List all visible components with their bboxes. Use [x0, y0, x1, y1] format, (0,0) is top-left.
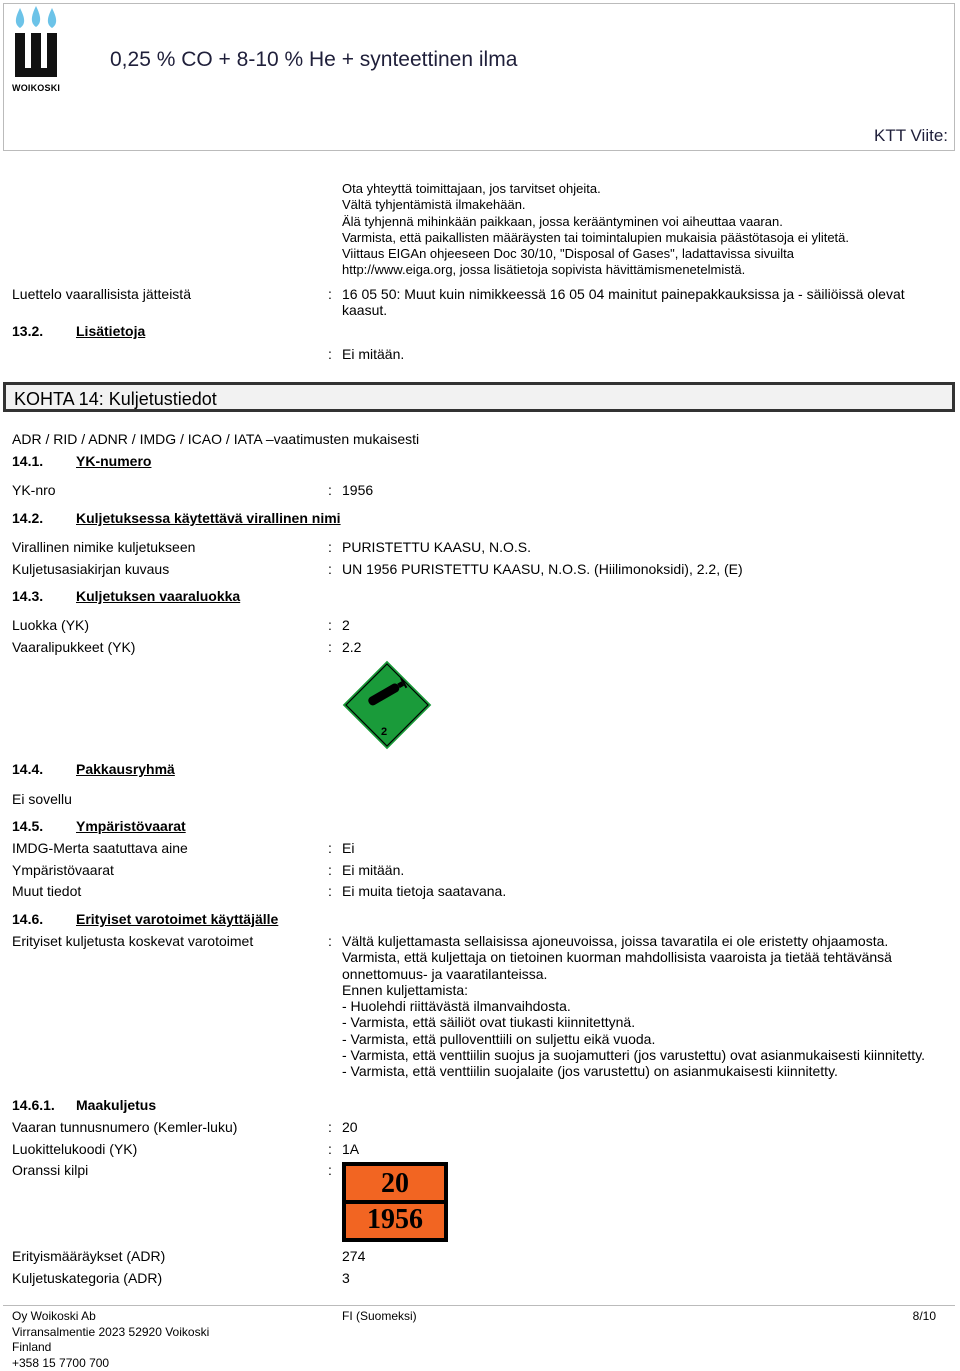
- footer-page-number: 8/10: [913, 1309, 936, 1325]
- subsection-title: YK-numero: [76, 453, 151, 469]
- waste-list-value: [342, 286, 905, 319]
- gas-cylinder-hazard-icon: [340, 658, 434, 752]
- special-provisions-label: Erityismääräykset (ADR): [12, 1248, 165, 1264]
- special-provisions-value: 274: [342, 1248, 365, 1264]
- subsection-14-3: [12, 588, 240, 604]
- un-number-value: 1956: [342, 482, 373, 498]
- colon: :: [328, 840, 332, 856]
- colon: :: [328, 1119, 332, 1135]
- subsection-title: Ympäristövaarat: [76, 818, 186, 834]
- disposal-line: Varmista, että paikallisten määräysten tai toimintalupien mukaisia päästötasoja ei ylitetä.: [342, 230, 849, 246]
- subsection-title: Erityiset varotoimet käyttäjälle: [76, 911, 278, 927]
- colon: :: [328, 933, 332, 949]
- footer-street: Virransalmentie 2023 52920 Voikoski: [12, 1325, 209, 1341]
- other-info-value: Ei muita tietoja saatavana.: [342, 883, 506, 899]
- disposal-line: Älä tyhjennä mihinkään paikkaan, jossa kerääntyminen voi aiheuttaa vaaran.: [342, 214, 849, 230]
- transport-doc-value: UN 1956 PURISTETTU KAASU, N.O.S. (Hiilimonoksidi), 2.2, (E): [342, 561, 743, 577]
- transport-category-value: 3: [342, 1270, 350, 1286]
- colon: :: [328, 539, 332, 555]
- packing-group-value: Ei sovellu: [12, 791, 72, 807]
- subsection-14-1: [12, 453, 151, 469]
- subsection-title: Lisätietoja: [76, 323, 145, 339]
- transport-doc-label: Kuljetusasiakirjan kuvaus: [12, 561, 169, 577]
- subsection-14-4: [12, 761, 175, 777]
- colon: :: [328, 346, 332, 362]
- precaution-line: Ennen kuljettamista:: [342, 982, 925, 998]
- environment-label: Ympäristövaarat: [12, 862, 114, 878]
- classification-code-label: Luokittelukoodi (YK): [12, 1141, 137, 1157]
- official-name-label: Virallinen nimike kuljetukseen: [12, 539, 195, 555]
- subsection-title: Kuljetuksessa käytettävä virallinen nimi: [76, 510, 341, 526]
- disposal-text: [342, 181, 849, 279]
- colon: :: [328, 1141, 332, 1157]
- imdg-value: Ei: [342, 840, 354, 856]
- imdg-label: IMDG-Merta saatuttava aine: [12, 840, 188, 856]
- footer-company: Oy Woikoski Ab: [12, 1309, 209, 1325]
- footer-divider: [3, 1305, 955, 1306]
- subsection-13-2: [12, 323, 145, 339]
- logo-text: WOIKOSKI: [12, 83, 60, 93]
- disposal-line: http://www.eiga.org, jossa lisätietoja sopivista hävittämismenetelmistä.: [342, 262, 849, 278]
- waste-list-label: Luettelo vaarallisista jätteistä: [12, 286, 191, 302]
- hazard-class-number: 2: [381, 726, 387, 738]
- colon: :: [328, 883, 332, 899]
- hazard-labels-label: Vaaralipukkeet (YK): [12, 639, 135, 655]
- waste-list-line: kaasut.: [342, 302, 905, 318]
- subsection-number: 14.6.: [12, 911, 76, 927]
- footer-phone: +358 15 7700 700: [12, 1356, 209, 1371]
- waste-list-line: 16 05 50: Muut kuin nimikkeessä 16 05 04 mainitut painepakkauksissa ja - säiliöissä olevat: [342, 286, 905, 302]
- ktt-reference: KTT Viite:: [874, 126, 948, 146]
- subsection-number: 14.3.: [12, 588, 76, 604]
- colon: :: [328, 286, 332, 302]
- additional-info-value: Ei mitään.: [342, 346, 404, 362]
- class-label: Luokka (YK): [12, 617, 89, 633]
- colon: :: [328, 1162, 332, 1178]
- subsection-number: 14.6.1.: [12, 1097, 76, 1113]
- colon: :: [328, 639, 332, 655]
- disposal-line: Vältä tyhjentämistä ilmakehään.: [342, 197, 849, 213]
- precaution-line: Vältä kuljettamasta sellaisissa ajoneuvoissa, joissa tavaratila ei ole eristetty ohjaamosta.: [342, 933, 925, 949]
- classification-code-value: 1A: [342, 1141, 359, 1157]
- orange-plate-hazard-number: 20: [348, 1168, 442, 1200]
- footer-address: [12, 1309, 209, 1371]
- precaution-line: - Varmista, että venttiilin suojus ja suojamutteri (jos varustettu) ovat asianmukaisesti kiinnitetty.: [342, 1047, 925, 1063]
- subsection-14-6-1: [12, 1097, 156, 1113]
- subsection-number: 14.4.: [12, 761, 76, 777]
- subsection-number: 14.1.: [12, 453, 76, 469]
- precaution-line: - Huolehdi riittävästä ilmanvaihdosta.: [342, 998, 925, 1014]
- other-info-label: Muut tiedot: [12, 883, 81, 899]
- environment-value: Ei mitään.: [342, 862, 404, 878]
- official-name-value: PURISTETTU KAASU, N.O.S.: [342, 539, 531, 555]
- class-value: 2: [342, 617, 350, 633]
- orange-plate-un-number: 1956: [348, 1204, 442, 1236]
- precaution-line: - Varmista, että venttiilin suojalaite (jos varustettu) on asianmukaisesti kiinnitetty.: [342, 1063, 925, 1079]
- header-box: [3, 3, 955, 151]
- kemler-value: 20: [342, 1119, 358, 1135]
- precaution-line: - Varmista, että pulloventtiili on suljettu eikä vuoda.: [342, 1031, 925, 1047]
- subsection-14-6: [12, 911, 278, 927]
- precaution-line: onnettomuus- ja vaaratilanteissa.: [342, 966, 925, 982]
- transport-category-label: Kuljetuskategoria (ADR): [12, 1270, 162, 1286]
- kemler-label: Vaaran tunnusnumero (Kemler-luku): [12, 1119, 237, 1135]
- precautions-text: [342, 933, 925, 1080]
- regulations-intro: ADR / RID / ADNR / IMDG / ICAO / IATA –vaatimusten mukaisesti: [12, 431, 419, 447]
- orange-plate: [342, 1162, 448, 1242]
- precautions-label: Erityiset kuljetusta koskevat varotoimet: [12, 933, 253, 949]
- colon: :: [328, 862, 332, 878]
- colon: :: [328, 561, 332, 577]
- footer-country: Finland: [12, 1340, 209, 1356]
- footer-language: FI (Suomeksi): [342, 1309, 417, 1325]
- subsection-number: 14.2.: [12, 510, 76, 526]
- subsection-14-2: [12, 510, 341, 526]
- precaution-line: Varmista, että kuljettaja on tietoinen kuorman mahdollisista vaaroista ja tietää tehtävänsä: [342, 949, 925, 965]
- colon: :: [328, 482, 332, 498]
- subsection-title: Kuljetuksen vaaraluokka: [76, 588, 240, 604]
- section-14-heading: KOHTA 14: Kuljetustiedot: [3, 382, 955, 412]
- subsection-title: Maakuljetus: [76, 1097, 156, 1113]
- hazard-labels-value: 2.2: [342, 639, 361, 655]
- subsection-number: 14.5.: [12, 818, 76, 834]
- document-title: 0,25 % CO + 8-10 % He + synteettinen ilma: [110, 48, 517, 72]
- subsection-number: 13.2.: [12, 323, 76, 339]
- woikoski-logo: [12, 6, 64, 94]
- disposal-line: Viittaus EIGAn ohjeeseen Doc 30/10, "Disposal of Gases", ladattavissa sivuilta: [342, 246, 849, 262]
- colon: :: [328, 617, 332, 633]
- orange-plate-label: Oranssi kilpi: [12, 1162, 88, 1178]
- subsection-title: Pakkausryhmä: [76, 761, 175, 777]
- precaution-line: - Varmista, että säiliöt ovat tiukasti kiinnitettynä.: [342, 1014, 925, 1030]
- disposal-line: Ota yhteyttä toimittajaan, jos tarvitset ohjeita.: [342, 181, 849, 197]
- subsection-14-5: [12, 818, 186, 834]
- un-number-label: YK-nro: [12, 482, 56, 498]
